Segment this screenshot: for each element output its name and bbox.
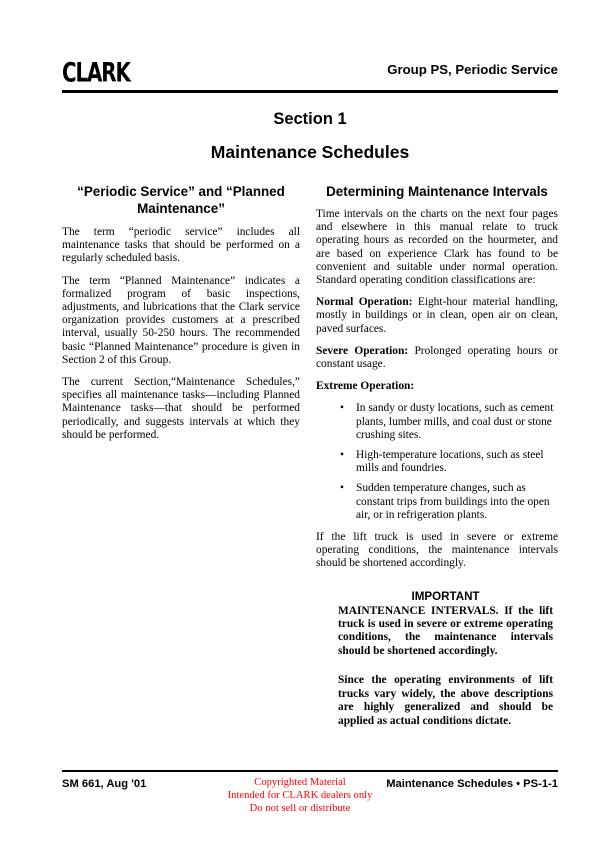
important-notice-paragraph-1: MAINTENANCE INTERVALS. If the lift truck is used in severe or extreme operating conditions, the maintenance intervals should be shortened accordingly.	[338, 604, 553, 657]
definition-severe-operation	[316, 345, 558, 371]
left-column	[62, 183, 300, 442]
copyright-stamp-line-3: Do not sell or distribute	[249, 803, 351, 814]
header-divider	[62, 90, 558, 93]
paragraph-planned-maintenance: The term “Planned Maintenance” indicates a formalized program of basic inspections, adjustments, and lubrications that the Clark service organization provides customers at a prescribed interval, usually 50-250 hours. The recommended basic “Planned Maintenance” procedure is given in Section 2 of this Group.	[62, 274, 300, 366]
copyright-stamp-line-1: Copyrighted Material	[254, 777, 346, 788]
list-item	[316, 402, 558, 442]
right-column	[316, 183, 558, 728]
list-item-text: Sudden temperature changes, such as constant trips from buildings into the open air, or in refrigeration plants.	[356, 482, 550, 521]
list-item-text: High-temperature locations, such as steel mills and foundries.	[356, 449, 544, 475]
list-item	[316, 449, 558, 475]
list-item-text: In sandy or dusty locations, such as cement plants, lumber mills, and coal dust or stone crushing sites.	[356, 402, 554, 441]
bullet-icon: •	[340, 482, 344, 495]
paragraph-periodic-service: The term “periodic service” includes all maintenance tasks that should be performed on a regularly scheduled basis.	[62, 226, 300, 265]
copyright-stamp-line-2: Intended for CLARK dealers only	[227, 790, 373, 801]
left-column-heading: “Periodic Service” and “Planned Maintenance”	[77, 184, 285, 216]
extreme-operation-list	[316, 402, 558, 522]
paragraph-closing-note: If the lift truck is used in severe or extreme operating conditions, the maintenance intervals should be shortened accordingly.	[316, 531, 558, 570]
important-notice-title: IMPORTANT	[411, 589, 480, 603]
definition-term-severe: Severe Operation:	[316, 344, 409, 357]
bullet-icon: •	[340, 402, 344, 415]
header-group-title: Group PS, Periodic Service	[387, 62, 558, 77]
list-item	[316, 482, 558, 522]
definition-term-normal: Normal Operation:	[316, 296, 413, 309]
definition-normal-operation	[316, 296, 558, 336]
bullet-icon: •	[340, 449, 344, 462]
footer-manual-code: SM 661, Aug '01	[62, 778, 147, 790]
right-column-heading: Determining Maintenance Intervals	[326, 184, 548, 199]
important-notice-paragraph-2: Since the operating environments of lift trucks vary widely, the above descriptions are highly generalized and should be applied as actual conditions dictate.	[338, 674, 553, 727]
footer-divider	[62, 770, 558, 772]
important-notice	[338, 590, 553, 728]
definition-text-normal: Eight-hour material handling, mostly in buildings or in clean, open air on clean, paved surfaces.	[316, 296, 558, 335]
definition-text-severe: Prolonged operating hours or constant usage.	[316, 344, 558, 371]
definition-term-extreme: Extreme Operation:	[316, 380, 415, 393]
paragraph-current-section: The current Section,“Maintenance Schedules,” specifies all maintenance tasks—including Planned Maintenance tasks—that should be performed periodically, and suggests intervals at which they should be performed.	[62, 376, 300, 441]
definition-extreme-operation	[316, 380, 558, 393]
clark-logo: CLARK	[62, 56, 130, 89]
footer-page-reference: Maintenance Schedules • PS-1-1	[386, 778, 558, 790]
section-number-title: Section 1	[273, 110, 347, 128]
page-header	[62, 58, 558, 90]
paragraph-time-intervals: Time intervals on the charts on the next four pages and elsewhere in this manual relate to truck operating hours as recorded on the hourmeter, and are based on experience Clark has found to be convenient and suitable under normal operation. Standard operating condition classifications are:	[316, 208, 558, 287]
copyright-stamp	[150, 776, 450, 815]
page-title: Maintenance Schedules	[210, 142, 410, 162]
